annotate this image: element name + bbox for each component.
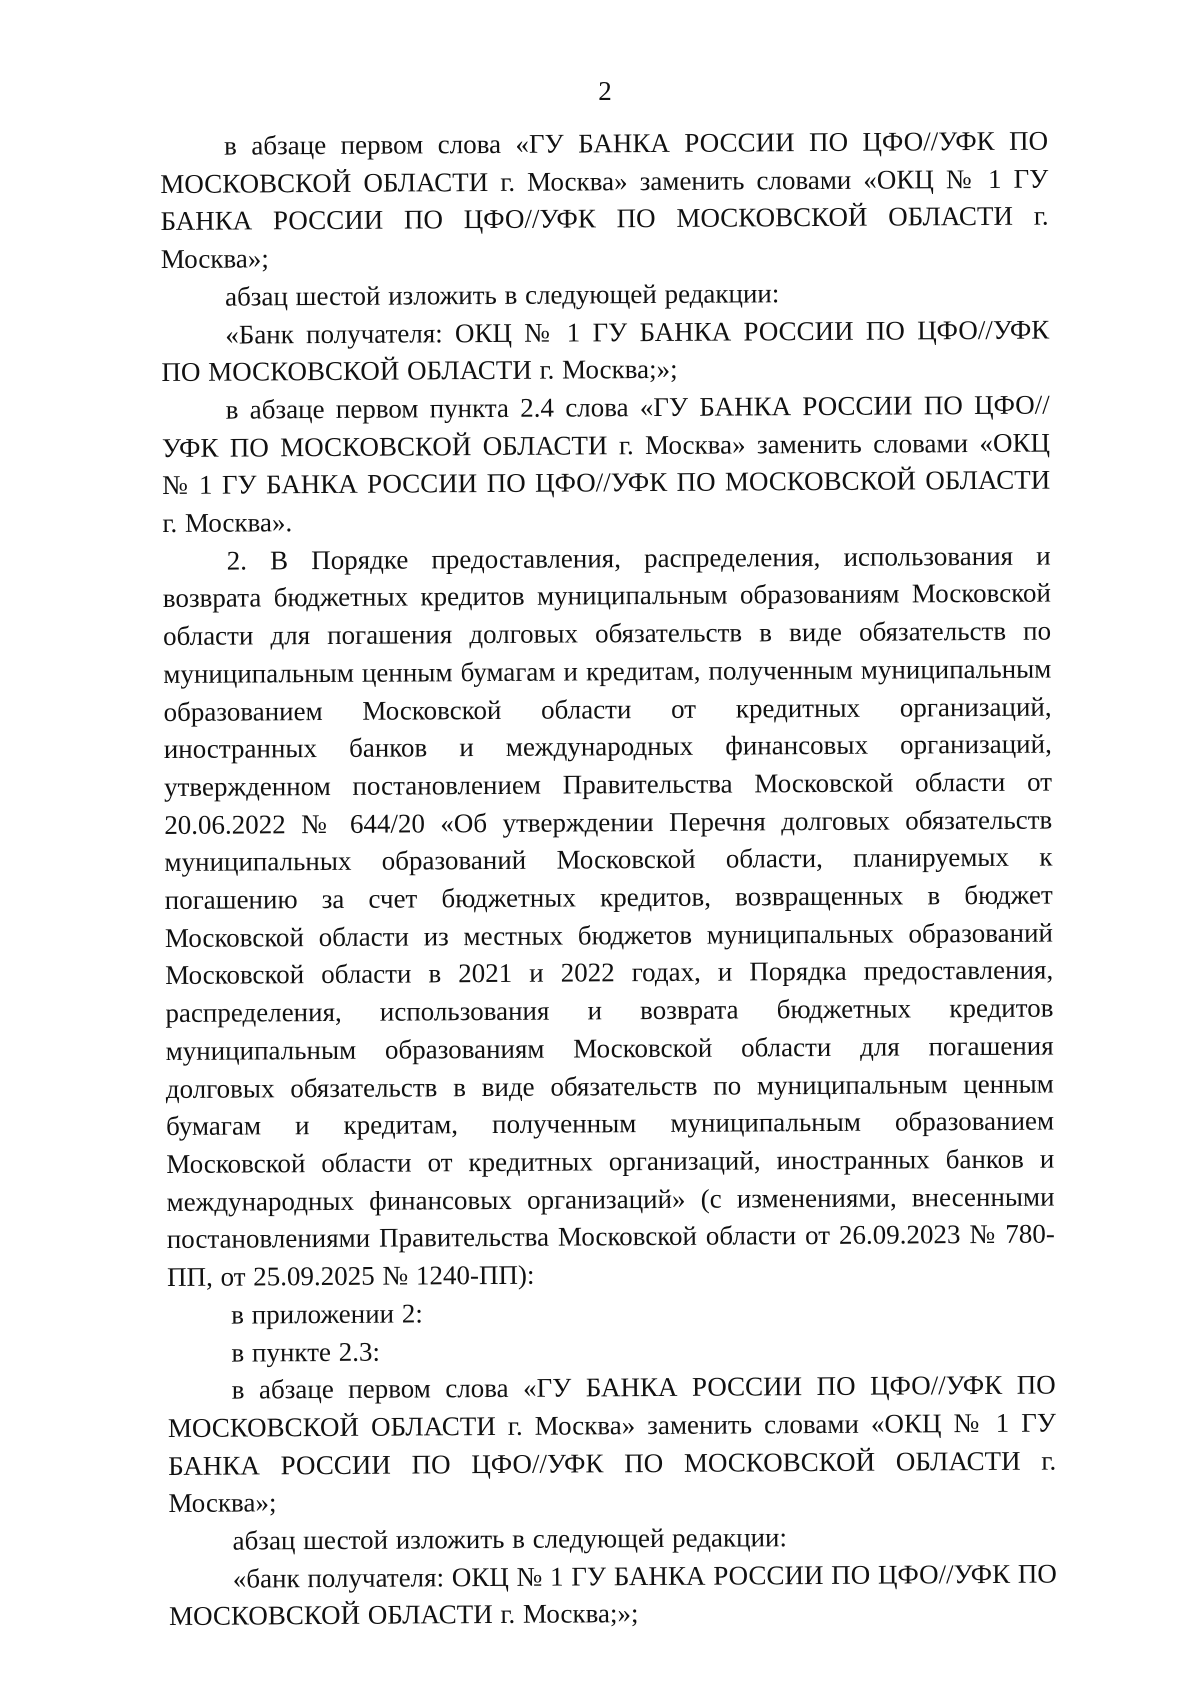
- paragraph-point-2-3: в пункте 2.3:: [231, 1336, 381, 1368]
- paragraph-bank-recipient: «Банк получателя: ОКЦ № 1 ГУ БАНКА РОССИИ ПО ЦФО//УФК ПО МОСКОВСКОЙ ОБЛАСТИ г. Москва;»;: [161, 314, 1050, 388]
- paragraph-point-2-4: в абзаце первом пункта 2.4 слова «ГУ БАНКА РОССИИ ПО ЦФО//УФК ПО МОСКОВСКОЙ ОБЛАСТИ г. Москва» заменить словами «ОКЦ № 1 ГУ БАНКА РОССИИ ПО ЦФО//УФК ПО МОСКОВСКОЙ ОБЛАСТИ г. Москва».: [161, 389, 1051, 539]
- paragraph-section-2-order: 2. В Порядке предоставления, распределения, использования и возврата бюджетных кредитов муниципальным образованиям Московской области для погашения долговых обязательств в виде обязательств по муниципальным ценным бумагам и кредитам, полученным муниципальным образованием Московской области от кредитных организаций, иностранных банков и международных финансовых организаций, утвержденном постановлением Правительства Московской области от 20.06.2022 № 644/20 «Об утверждении Перечня долговых обязательств муниципальных образований Московской области, планируемых к погашению за счет бюджетных кредитов, возвращенных в бюджет Московской области из местных бюджетов муниципальных образований Московской области в 2021 и 2022 годах, и Порядка предоставления, распределения, использования и возврата бюджетных кредитов муниципальным образованиям Московской области для погашения долговых обязательств в виде обязательств по муниципальным ценным бумагам и кредитам, полученным муниципальным образованием Московской области от кредитных организаций, иностранных банков и международных финансовых организаций» (с изменениями, внесенными постановлениями Правительства Московской области от 26.09.2023 № 780-ПП, от 25.09.2025 № 1240-ПП):: [162, 540, 1055, 1293]
- paragraph-appendix-2: в приложении 2:: [231, 1298, 423, 1330]
- paragraph-replace-first-abzats-2: в абзаце первом слова «ГУ БАНКА РОССИИ ПО ЦФО//УФК ПО МОСКОВСКОЙ ОБЛАСТИ г. Москва» заменить словами «ОКЦ № 1 ГУ БАНКА РОССИИ ПО ЦФО//УФК ПО МОСКОВСКОЙ ОБЛАСТИ г. Москва»;: [167, 1369, 1057, 1519]
- paragraph-abzats-sixth-intro: абзац шестой изложить в следующей редакции:: [224, 278, 780, 312]
- paragraph-replace-first-abzats: в абзаце первом слова «ГУ БАНКА РОССИИ ПО ЦФО//УФК ПО МОСКОВСКОЙ ОБЛАСТИ г. Москва» заменить словами «ОКЦ № 1 ГУ БАНКА РОССИИ ПО ЦФО//УФК ПО МОСКОВСКОЙ ОБЛАСТИ г. Москва»;: [160, 125, 1049, 275]
- document-body: [160, 123, 1057, 1637]
- page-number: 2: [598, 76, 612, 106]
- paragraph-abzats-sixth-intro-2: абзац шестой изложить в следующей редакции:: [232, 1522, 788, 1556]
- paragraph-bank-recipient-2: «банк получателя: ОКЦ № 1 ГУ БАНКА РОССИИ ПО ЦФО//УФК ПО МОСКОВСКОЙ ОБЛАСТИ г. Москва;»;: [169, 1558, 1057, 1632]
